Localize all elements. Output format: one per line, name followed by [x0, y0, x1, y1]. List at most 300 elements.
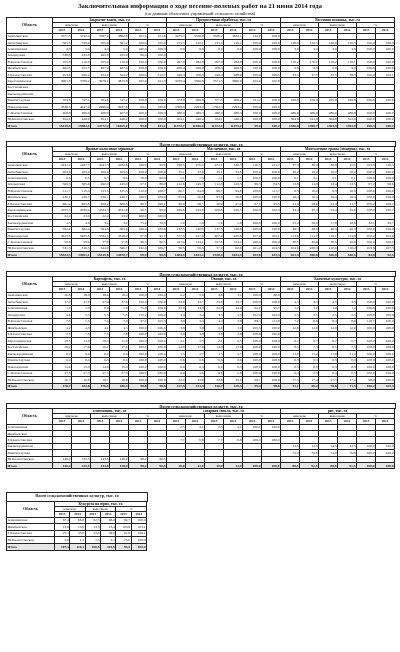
table-cell: 488,9 [224, 71, 243, 77]
table-cell: 3,0 [338, 46, 357, 52]
table-cell: 102,9 [243, 312, 262, 319]
table-cell: 62,0 [224, 245, 243, 251]
group-header: Картофель, тыс. га [53, 277, 167, 282]
table-cell: 14772,2 [91, 123, 110, 129]
table-cell: 100,0 [262, 370, 281, 377]
table-cell: 605,9 [110, 226, 129, 232]
table-cell: 480,3 [186, 110, 205, 116]
table-cell: 100,0 [262, 103, 281, 109]
table-cell: 6,3 [224, 364, 243, 371]
table-cell: 2293,4 [224, 103, 243, 109]
table-cell: 1,1 [167, 175, 186, 181]
table-potato-vegetable-melon [6, 276, 395, 390]
region-name: Костанайская [7, 84, 53, 90]
table-cell: 621,4 [281, 252, 300, 258]
table-cell: 33,6 [167, 299, 186, 306]
table-cell: 243,8 [186, 207, 205, 213]
table-row [7, 530, 147, 537]
table-cell: 32,1 [357, 220, 376, 226]
table-cell: 12,9 [338, 325, 357, 332]
year-header-2014: 2014 [338, 287, 357, 292]
year-header-2013: 2013 [91, 28, 110, 33]
table-cell: 100,6 [148, 226, 167, 232]
table-cell: 1,5 [205, 351, 224, 358]
region-name: Костанайская [7, 344, 53, 351]
year-header-2013: 2013 [129, 287, 148, 292]
table-cell: 2,7 [224, 351, 243, 358]
region-name: Итого [7, 543, 55, 550]
table-cell: 126,5 [224, 181, 243, 187]
table-cell: 6,0 [224, 46, 243, 52]
table-cell: 105,8 [53, 59, 72, 65]
table-cell: 105,3 [243, 325, 262, 332]
year-header-2013: 2013 [85, 512, 100, 517]
table-cell: 2,5 [186, 338, 205, 345]
table-cell: 100,0 [243, 103, 262, 109]
table-cell: 91,3 [300, 462, 319, 468]
year-header-2014: 2014 [376, 287, 395, 292]
table-cell: 48,3 [281, 226, 300, 232]
table-cell: 22,0 [205, 305, 224, 312]
table-cell: 230,1 [91, 194, 110, 200]
table-cell: 0,1 [300, 175, 319, 181]
table-cell: 14951,1 [72, 252, 91, 258]
table-cell: 6,3 [186, 364, 205, 371]
table-cell: 100,0 [357, 443, 376, 449]
pct-header: % [243, 282, 281, 287]
table-cell: 4,6 [53, 312, 72, 319]
table-cell: 100,0 [262, 239, 281, 245]
table-cell: 3,4 [186, 312, 205, 319]
table-cell: 100,0 [243, 207, 262, 213]
table-cell: 100,0 [148, 357, 167, 364]
table-cell: 84,8 [357, 252, 376, 258]
table-cell: 6,2 [91, 351, 110, 358]
table-cell: 100,0 [129, 377, 148, 384]
table-cell: 38,8 [319, 162, 338, 168]
table-cell: 71,5 [338, 383, 357, 390]
table-cell: 100,0 [262, 65, 281, 71]
table-cell: 3526,2 [205, 33, 224, 39]
table-cell: 100,0 [129, 357, 148, 364]
table-cell: 99,3 [243, 181, 262, 187]
year-header-2014: 2014 [376, 419, 395, 424]
table-cell: 94,8 [224, 188, 243, 194]
table-cell: 100,0 [376, 344, 395, 351]
table-cell: 116,2 [338, 245, 357, 251]
year-header-2014: 2014 [262, 419, 281, 424]
table-cell: 8,3 [319, 188, 338, 194]
table-cell: 10,0 [205, 462, 224, 468]
document-title: Заключительная информация о ходе весенне-полевых работ на 21 июня 2014 года [78, 3, 322, 10]
planned-header: намечено [53, 23, 91, 28]
table-cell: 0,6 [205, 357, 224, 364]
table-cell: 100,0 [357, 110, 376, 116]
table-cell: 167,6 [205, 239, 224, 245]
table-cell: 125,5 [91, 188, 110, 194]
table-cell: 4,5 [72, 325, 91, 332]
table-cell: 100,0 [243, 364, 262, 371]
table-cell: 0,6 [186, 357, 205, 364]
table-cell: 4241,3 [91, 162, 110, 168]
table-cell: 0,5 [91, 175, 110, 181]
table-cell: 206,8 [224, 65, 243, 71]
table-cell: 505,5 [53, 40, 72, 46]
table-cell: 100,0 [376, 443, 395, 449]
region-name: Акмолинская [7, 162, 53, 168]
table-cell: 99,7 [129, 200, 148, 206]
table-cell: 115,2 [129, 312, 148, 319]
table-cell: 6,2 [53, 351, 72, 358]
done-header: выполнено [85, 507, 116, 512]
table-cell: 100,6 [129, 169, 148, 175]
table-cell: 131,3 [186, 383, 205, 390]
table-cell: 1,5 [224, 175, 243, 181]
table-cell: 661,4 [53, 200, 72, 206]
year-header-2013: 2013 [53, 28, 72, 33]
table-cell: 12,9 [186, 462, 205, 468]
table-cell: 100,0 [357, 370, 376, 377]
table-cell: 0,7 [338, 338, 357, 345]
table-cell: 100,0 [243, 169, 262, 175]
pct-header: % [243, 152, 281, 157]
table-cell: 65,6 [167, 194, 186, 200]
table-cell: 216,1 [186, 40, 205, 46]
table-cell: 45,6 [338, 207, 357, 213]
table-cell: 100,0 [129, 364, 148, 371]
table-cell: 80,0 [148, 175, 167, 181]
table-cell: 100,0 [357, 59, 376, 65]
table-cell: 106,2 [357, 383, 376, 390]
planned-header: намечено [167, 414, 205, 419]
table-cell: 96,5 [148, 239, 167, 245]
pct-header: % [129, 23, 167, 28]
table-cell: 0,3 [319, 357, 338, 364]
done-header: выполнено [319, 152, 357, 157]
table-cell: 6,6 [205, 370, 224, 377]
table-cell: 101,1 [148, 123, 167, 129]
table-cell: 4,8 [205, 292, 224, 299]
table-cell: 2,5 [319, 312, 338, 319]
table-cell: 100,0 [357, 325, 376, 332]
table-cell: 17,6 [72, 344, 91, 351]
table-cell: 100,0 [357, 71, 376, 77]
region-name: З-Казахстанская [7, 437, 53, 443]
table-cell: 99,5 [148, 252, 167, 258]
table-row [7, 383, 395, 390]
table-cell: 18,0 [72, 292, 91, 299]
table-cell: 12,9 [319, 325, 338, 332]
table-cell: 17,4 [300, 377, 319, 384]
year-header-2014: 2014 [186, 28, 205, 33]
table-cell: 1,2 [338, 305, 357, 312]
table-cell: 27,4 [224, 200, 243, 206]
table-cell: 101,3 [148, 78, 167, 84]
table-cell: 435,8 [224, 232, 243, 238]
year-header-2014: 2014 [110, 419, 129, 424]
table-cell: 429,4 [167, 71, 186, 77]
table-cell: 15,0 [72, 364, 91, 371]
table-cell: 0,3 [281, 357, 300, 364]
table-cell: 45,3 [300, 207, 319, 213]
table-cell: 30,5 [319, 239, 338, 245]
table-cell: 17,5 [281, 377, 300, 384]
table-cell: 17,6 [224, 344, 243, 351]
table-cell: 56,9 [300, 220, 319, 226]
year-header-2013: 2013 [167, 287, 186, 292]
table-cell: 100,0 [262, 194, 281, 200]
table-cell: 96,5 [129, 239, 148, 245]
table-cell: 5,3 [91, 312, 110, 319]
table-cell: 100,0 [376, 59, 395, 65]
table-cell: 92,7 [116, 517, 131, 524]
table-cell: 100,0 [148, 370, 167, 377]
table-cell: 103,8 [357, 162, 376, 168]
table-cell: 106,5 [262, 71, 281, 77]
table-cell: 5,0 [72, 46, 91, 52]
table-cell: 76,8 [338, 450, 357, 456]
table-cell: 406,0 [186, 97, 205, 103]
table-cell: 100,0 [357, 188, 376, 194]
table-cell: 3316,2 [110, 232, 129, 238]
table-cell: 100,0 [148, 97, 167, 103]
table-cell: 408,0 [91, 110, 110, 116]
table-cell: 9,8 [300, 65, 319, 71]
table-cell: 75,0 [129, 305, 148, 312]
year-header-2013: 2013 [319, 28, 338, 33]
table-cell: 104,5 [262, 245, 281, 251]
table-cell: 59,9 [72, 239, 91, 245]
table-cell: 6,0 [167, 364, 186, 371]
year-header-2014: 2014 [110, 28, 129, 33]
table-cell: 100,0 [357, 116, 376, 122]
table-cell: 34,4 [319, 207, 338, 213]
done-header: выполнено [205, 152, 243, 157]
table-cell: 206,8 [167, 207, 186, 213]
table-cell: 100,0 [148, 194, 167, 200]
table-cell: 23,9 [110, 213, 129, 219]
table-cell: 37,6 [110, 299, 129, 306]
table-cell: 0,3 [338, 364, 357, 371]
table-cell: 100,0 [129, 299, 148, 306]
table-row [7, 543, 147, 550]
table-cell: 100,7 [376, 207, 395, 213]
table-row [7, 252, 395, 258]
planned-header: намечено [281, 414, 319, 419]
table-cell: 99,5 [129, 207, 148, 213]
table-moisture-tillage-plowing [6, 17, 395, 129]
table-cell: 3534,5 [91, 232, 110, 238]
table-cell: 16,2 [319, 169, 338, 175]
table-cell: 377,5 [167, 232, 186, 238]
table-cell: 6,0 [186, 46, 205, 52]
table-cell: 105,0 [91, 59, 110, 65]
table-row [7, 169, 395, 175]
table-cell: 100,0 [243, 239, 262, 245]
table-cell: 48,3 [300, 226, 319, 232]
table-cell: 22,4 [53, 213, 72, 219]
table-cell: 11372,7 [167, 123, 186, 129]
table-cell: 103,1 [131, 524, 146, 531]
table-cell: 22,0 [224, 305, 243, 312]
table-cell: 453,7 [72, 65, 91, 71]
table-cell: 4,2 [53, 325, 72, 332]
region-name: Кызылординская [7, 91, 53, 97]
table-cell: 1361,3 [319, 123, 338, 129]
year-header-2013: 2013 [205, 419, 224, 424]
table-cell: 215,5 [167, 40, 186, 46]
table-cell: 4,5 [110, 325, 129, 332]
group-header: сахарная свекла, тыс. га [167, 409, 281, 414]
table-cell: 0,4 [281, 370, 300, 377]
table-cell: 445,0 [110, 181, 129, 187]
region-name: Карагандинская [7, 78, 53, 84]
planned-header: намечено [281, 282, 319, 287]
table-cell: 37,0 [91, 299, 110, 306]
table-cell: 104,6 [281, 245, 300, 251]
region-name: Ю-Казахстанская [7, 377, 53, 384]
table-cell: 406,0 [72, 110, 91, 116]
table-cell: 100,0 [131, 517, 146, 524]
table-cell: 100,0 [148, 364, 167, 371]
table-cell: 1633,2 [186, 252, 205, 258]
table-cell: 3,8 [224, 318, 243, 325]
table-cell: 103,0 [243, 252, 262, 258]
table-cell: 3,9 [224, 325, 243, 332]
table-cell: 2,5 [338, 312, 357, 319]
table-cell: 101,2 [243, 245, 262, 251]
year-header-2013: 2013 [91, 157, 110, 162]
table-cell: 3,8 [167, 318, 186, 325]
table-cell: 4184,8 [110, 162, 129, 168]
table-cell: 48,3 [319, 226, 338, 232]
table-cell: 6,0 [205, 46, 224, 52]
table-cell: 100,0 [357, 226, 376, 232]
table-cell: 29,7 [376, 220, 395, 226]
table-cell: 594,8 [91, 226, 110, 232]
table-cell: 3613,5 [53, 232, 72, 238]
table-cell: 68,0 [100, 517, 115, 524]
region-name: В-Казахстанская [7, 318, 53, 325]
year-header-2013: 2013 [281, 287, 300, 292]
table-cell: 7,5 [91, 331, 110, 338]
table-cell: 14,5 [300, 443, 319, 449]
table-cell: 33,9 [186, 377, 205, 384]
table-cell: 109,7 [376, 200, 395, 206]
region-name: С-Казахстанская [7, 110, 53, 116]
table-cell: 74,0 [281, 450, 300, 456]
table-cell: 100,0 [376, 116, 395, 122]
table-cell: 15519,8 [91, 252, 110, 258]
table-cell: 100,0 [129, 344, 148, 351]
table-cell: 747,1 [110, 97, 129, 103]
table-cell: 16,8 [72, 377, 91, 384]
year-header-2013: 2013 [243, 287, 262, 292]
group-header: рис, тыс. га [281, 409, 395, 414]
table-cell: 69,2 [300, 383, 319, 390]
pct-header: % [129, 414, 167, 419]
year-header-2013: 2013 [319, 419, 338, 424]
table-cell: 1390,7 [300, 123, 319, 129]
table-row [7, 232, 395, 238]
table-cell: 84,9 [186, 188, 205, 194]
pct-header: % [116, 507, 147, 512]
table-cell: 100,0 [376, 299, 395, 306]
table-row [7, 71, 395, 77]
table-cell: 100,0 [148, 292, 167, 299]
table-cell: 407,4 [205, 232, 224, 238]
table-cell: 100,0 [148, 299, 167, 306]
table-cell: 433,0 [110, 52, 129, 58]
table-cell: 100,0 [243, 175, 262, 181]
year-header-2013: 2013 [281, 28, 300, 33]
table-cell: 3,8 [167, 331, 186, 338]
table-cell: 33,9 [224, 377, 243, 384]
table-cell: 13,0 [70, 524, 85, 531]
year-header-2013: 2013 [281, 419, 300, 424]
table-cell: 226,7 [110, 194, 129, 200]
table-cell: 21,3 [281, 200, 300, 206]
table-cell: 60,0 [262, 292, 281, 299]
group-header: Бахчевые культуры, тыс. га [281, 277, 395, 282]
table-cell: 1393,9 [338, 123, 357, 129]
table-cell: 4047,6 [72, 103, 91, 109]
table-cell: 14,5 [319, 443, 338, 449]
table-cell: 480,3 [224, 110, 243, 116]
table-grain-oilseed-grass [6, 146, 395, 258]
table-cell: 100,0 [262, 169, 281, 175]
region-name: Костанайская [7, 213, 53, 219]
document-subtitle: (по данным областных управлений сельского хозяйства) [144, 11, 256, 16]
table-cell: 2,7 [186, 351, 205, 358]
table-cell: 100,0 [148, 312, 167, 319]
year-header-2013: 2013 [319, 157, 338, 162]
year-header-2013: 2013 [91, 419, 110, 424]
table-cell: 11473,2 [224, 123, 243, 129]
table-cell: 2293,4 [186, 103, 205, 109]
planned-header: намечено [53, 282, 91, 287]
table-cell: 102,2 [357, 232, 376, 238]
table-cell: 96,5 [148, 462, 167, 468]
region-name: Кызылординская [7, 443, 53, 449]
table-cell: 100,0 [357, 239, 376, 245]
table-cell: 12,9 [224, 462, 243, 468]
table-cell: 100,0 [357, 169, 376, 175]
table-cell: 8,3 [281, 188, 300, 194]
table-cell: 100,0 [129, 370, 148, 377]
table-cell: 0,3 [300, 364, 319, 371]
table-cell: 4187,7 [72, 162, 91, 168]
table-cell: 100,0 [262, 46, 281, 52]
table-cell: 3,8 [224, 331, 243, 338]
table-cell: 100,0 [357, 351, 376, 358]
table-cell: 0,4 [72, 357, 91, 364]
table-cell: 93,5 [116, 543, 131, 550]
table-cell: 206,4 [167, 65, 186, 71]
table-cell: 7,8 [72, 331, 91, 338]
table-cell: 148,6 [224, 226, 243, 232]
table-cell: 11,2 [300, 351, 319, 358]
pct-header: % [357, 414, 395, 419]
table-cell: 98,2 [129, 462, 148, 468]
table-cell: 14,8 [205, 344, 224, 351]
year-header-2014: 2014 [72, 28, 91, 33]
table-cell: 122,7 [148, 71, 167, 77]
table-cell: 23,9 [167, 305, 186, 312]
table-cell: 8,8 [186, 437, 205, 443]
table-cell: 267,8 [205, 59, 224, 65]
year-header-2014: 2014 [338, 28, 357, 33]
